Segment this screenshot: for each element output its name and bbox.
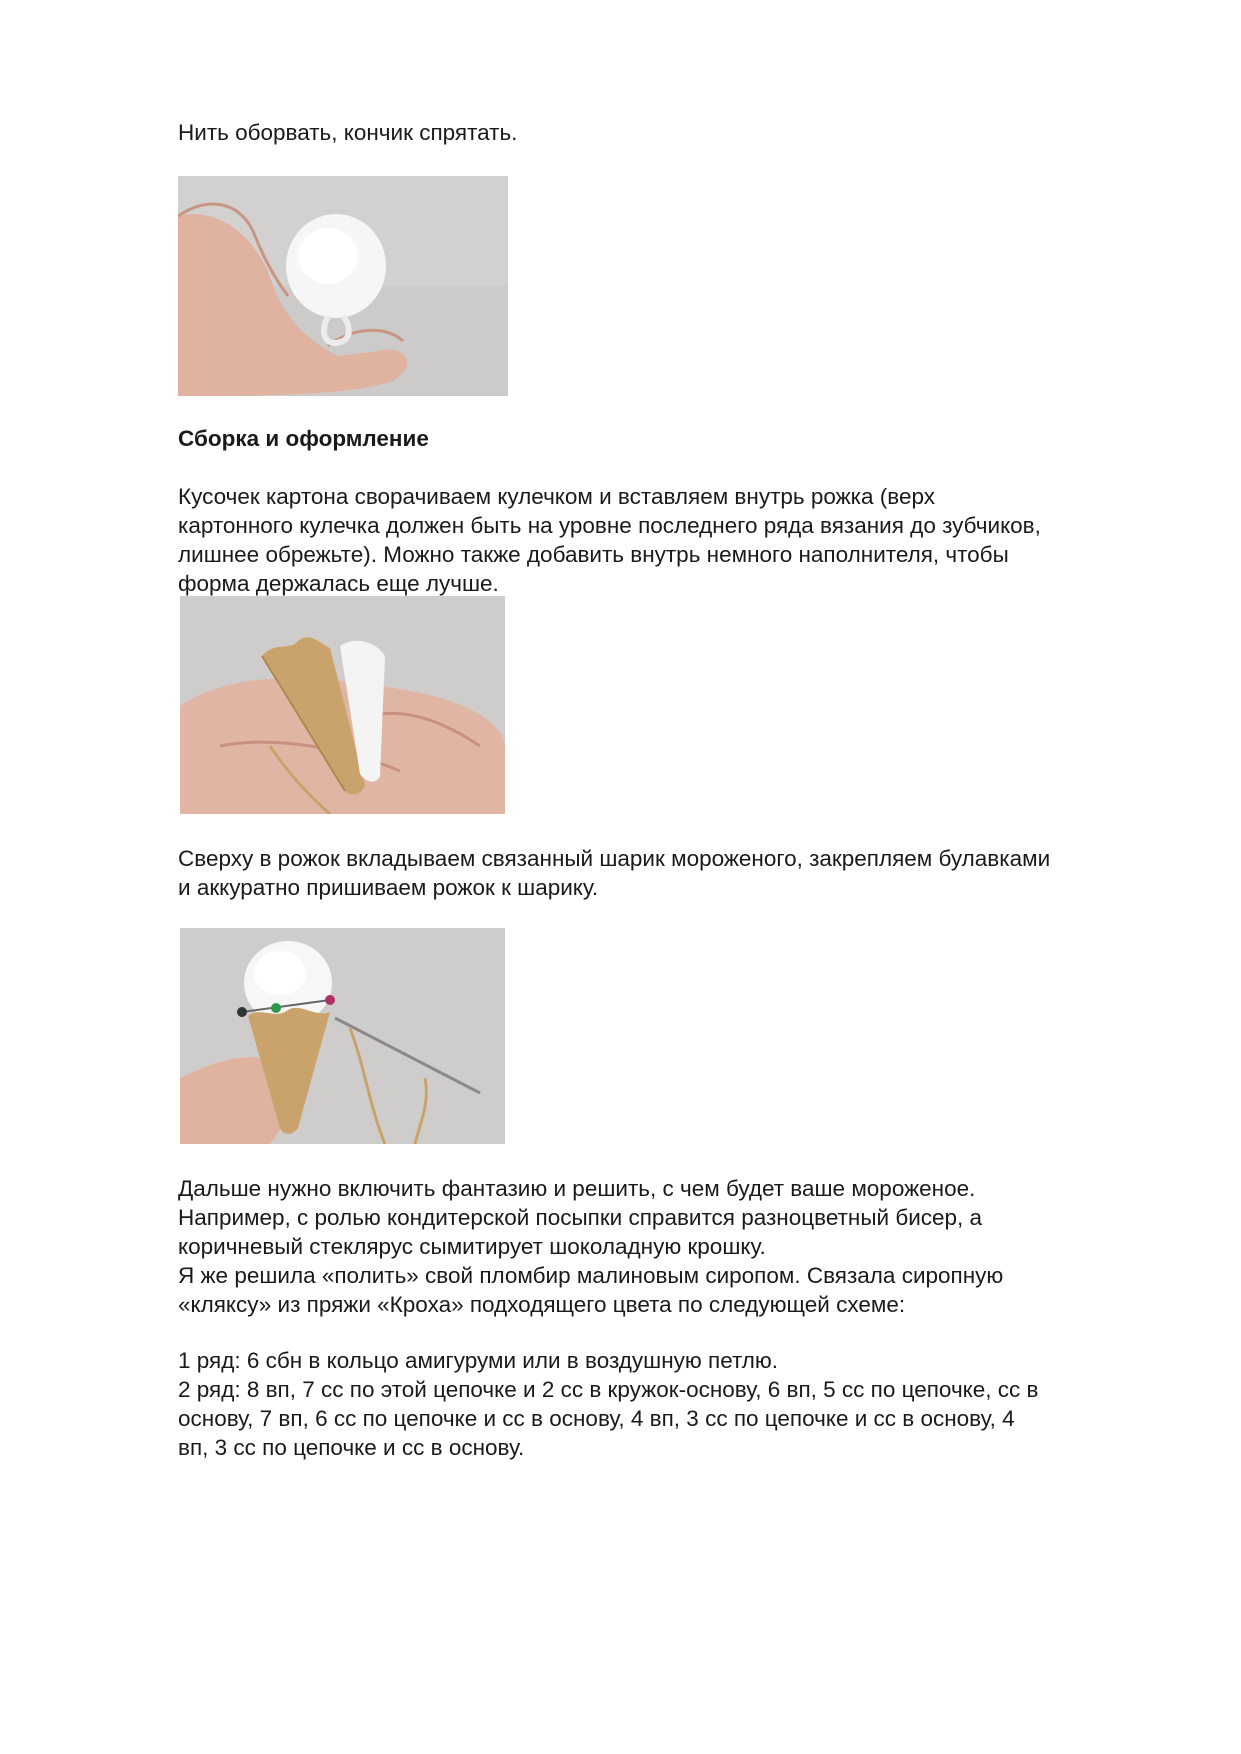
paragraph-finish-thread xyxy=(178,118,1168,147)
heading-text: Сборка и оформление xyxy=(178,426,429,451)
photo-assembled-ice-cream xyxy=(180,928,505,1144)
photo-white-ball-in-hand xyxy=(178,176,508,396)
paragraph-insert-ball xyxy=(178,844,1168,902)
text-line: коричневый стеклярус сымитирует шоколадную крошку. xyxy=(178,1234,766,1259)
text-line: «кляксу» из пряжи «Кроха» подходящего цвета по следующей схеме: xyxy=(178,1292,906,1317)
text-line: Нить оборвать, кончик спрятать. xyxy=(178,120,518,145)
text-line: лишнее обрежьте). Можно также добавить внутрь немного наполнителя, чтобы xyxy=(178,542,1009,567)
text-line: основу, 7 вп, 6 сс по цепочке и сс в основу, 4 вп, 3 сс по цепочке и сс в основу, 4 xyxy=(178,1406,1015,1431)
photo-cone-with-cardboard xyxy=(180,596,505,814)
text-line: Сверху в рожок вкладываем связанный шарик мороженого, закрепляем булавками xyxy=(178,846,1051,871)
text-line: Например, с ролью кондитерской посыпки справится разноцветный бисер, а xyxy=(178,1205,983,1230)
paragraph-syrup-pattern xyxy=(178,1346,1168,1462)
text-line: картонного кулечка должен быть на уровне последнего ряда вязания до зубчиков, xyxy=(178,513,1041,538)
text-line: Я же решила «полить» свой пломбир малиновым сиропом. Связала сиропную xyxy=(178,1263,1004,1288)
text-line: Дальше нужно включить фантазию и решить, с чем будет ваше мороженое. xyxy=(178,1176,976,1201)
section-heading xyxy=(178,424,1168,453)
text-line: 1 ряд: 6 сбн в кольцо амигуруми или в воздушную петлю. xyxy=(178,1348,779,1373)
text-line: и аккуратно пришиваем рожок к шарику. xyxy=(178,875,599,900)
text-line: 2 ряд: 8 вп, 7 сс по этой цепочке и 2 сс в кружок-основу, 6 вп, 5 сс по цепочке, сс в xyxy=(178,1377,1039,1402)
text-line: форма держалась еще лучше. xyxy=(178,571,499,596)
paragraph-cardboard-cone xyxy=(178,482,1168,598)
paragraph-decoration xyxy=(178,1174,1168,1319)
text-line: вп, 3 сс по цепочке и сс в основу. xyxy=(178,1435,525,1460)
text-line: Кусочек картона сворачиваем кулечком и вставляем внутрь рожка (верх xyxy=(178,484,936,509)
